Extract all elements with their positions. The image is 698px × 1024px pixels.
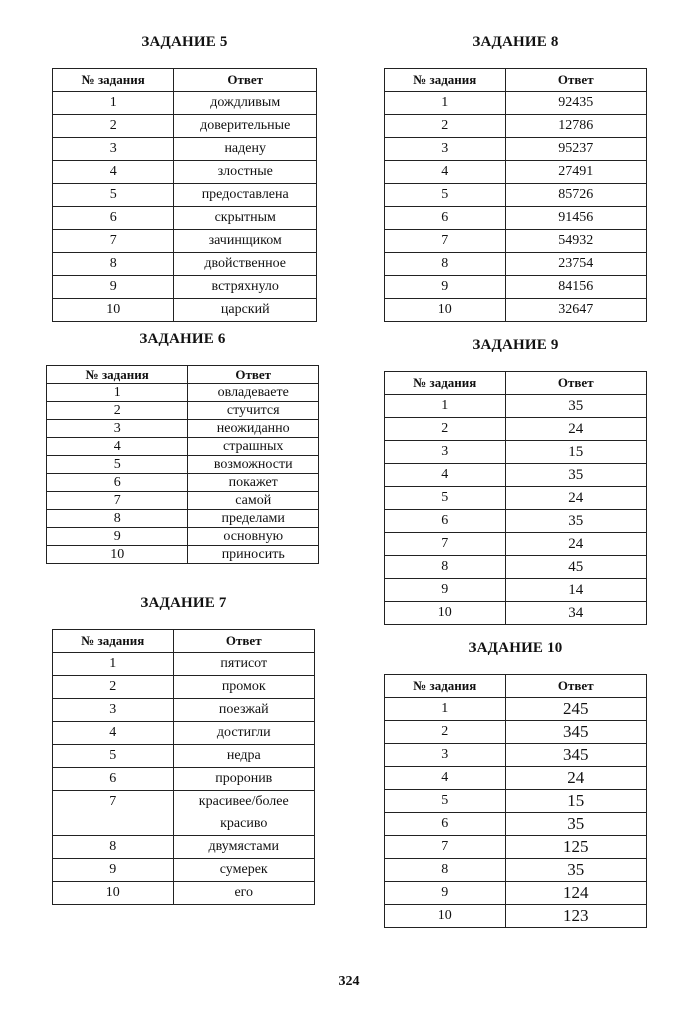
table-row (385, 744, 647, 767)
table-row (47, 456, 319, 474)
column-header-answer: Ответ (505, 675, 646, 698)
answer-cell: 92435 (505, 92, 646, 115)
answer-cell: 345 (505, 744, 646, 767)
task-number-cell: 8 (53, 253, 174, 276)
table-row (385, 882, 647, 905)
task-7-title: ЗАДАНИЕ 7 (140, 595, 227, 611)
task-number-cell: 9 (385, 882, 506, 905)
answer-cell: овладеваете (188, 384, 319, 402)
task-8-block (384, 34, 647, 322)
answer-cell: возможности (188, 456, 319, 474)
answer-cell: 23754 (505, 253, 646, 276)
task-number-cell: 9 (53, 276, 174, 299)
table-row (53, 207, 317, 230)
table-row (385, 510, 647, 533)
task-9-block (384, 337, 647, 625)
table-row (385, 721, 647, 744)
table-row (47, 474, 319, 492)
task-9-title: ЗАДАНИЕ 9 (472, 337, 559, 353)
task-number-cell: 3 (53, 699, 174, 722)
answer-cell: 125 (505, 836, 646, 859)
table-row (385, 487, 647, 510)
table-row (385, 138, 647, 161)
task-5-block (52, 34, 317, 322)
answer-cell: 245 (505, 698, 646, 721)
table-row (385, 859, 647, 882)
answer-cell: доверительные (174, 115, 317, 138)
column-header-answer: Ответ (174, 69, 317, 92)
table-row (385, 207, 647, 230)
task-number-cell: 4 (53, 722, 174, 745)
answer-cell: зачинщиком (174, 230, 317, 253)
answer-cell: сумерек (173, 859, 314, 882)
answer-cell: 123 (505, 905, 646, 928)
answer-cell: 35 (505, 464, 646, 487)
task-number-cell: 6 (53, 768, 174, 791)
answer-cell: 32647 (505, 299, 646, 322)
table-row (385, 230, 647, 253)
table-row (53, 161, 317, 184)
task-number-cell: 10 (385, 299, 506, 322)
answer-cell: 15 (505, 790, 646, 813)
task-number-cell: 10 (47, 546, 188, 564)
task-number-cell: 10 (385, 905, 506, 928)
task-number-cell: 5 (47, 456, 188, 474)
task-6-title: ЗАДАНИЕ 6 (139, 331, 226, 347)
answer-cell: 84156 (505, 276, 646, 299)
answer-cell: 27491 (505, 161, 646, 184)
table-row (385, 161, 647, 184)
table-row (53, 115, 317, 138)
task-number-cell: 3 (47, 420, 188, 438)
answer-cell: 12786 (505, 115, 646, 138)
answer-cell: недра (173, 745, 314, 768)
answer-cell: злостные (174, 161, 317, 184)
task-number-cell: 1 (385, 698, 506, 721)
table-row (47, 384, 319, 402)
table-row (385, 418, 647, 441)
task-6-answer-table (46, 365, 319, 564)
answer-cell: самой (188, 492, 319, 510)
table-row (53, 791, 315, 836)
answer-cell: достигли (173, 722, 314, 745)
task-number-cell: 1 (53, 653, 174, 676)
answer-cell: красивее/более красиво (173, 791, 314, 836)
table-row (47, 546, 319, 564)
answer-cell: 24 (505, 418, 646, 441)
table-row (385, 395, 647, 418)
task-8-answer-table (384, 68, 647, 322)
column-header-number: № задания (385, 69, 506, 92)
answer-cell: 24 (505, 767, 646, 790)
column-header-number: № задания (385, 675, 506, 698)
task-number-cell: 5 (385, 487, 506, 510)
table-header-row (53, 630, 315, 653)
task-number-cell: 1 (385, 395, 506, 418)
table-row (53, 276, 317, 299)
task-number-cell: 9 (53, 859, 174, 882)
table-row (385, 299, 647, 322)
task-number-cell: 3 (385, 138, 506, 161)
table-row (47, 492, 319, 510)
table-row (385, 276, 647, 299)
answer-cell: 95237 (505, 138, 646, 161)
table-row (53, 699, 315, 722)
task-number-cell: 3 (53, 138, 174, 161)
task-number-cell: 2 (385, 418, 506, 441)
task-number-cell: 7 (53, 230, 174, 253)
table-row (385, 698, 647, 721)
task-number-cell: 2 (385, 721, 506, 744)
answer-cell: 24 (505, 487, 646, 510)
answer-cell: 45 (505, 556, 646, 579)
task-number-cell: 7 (53, 791, 174, 836)
column-header-answer: Ответ (188, 366, 319, 384)
table-row (385, 556, 647, 579)
answer-cell: его (173, 882, 314, 905)
table-row (53, 676, 315, 699)
task-9-answer-table (384, 371, 647, 625)
answer-cell: царский (174, 299, 317, 322)
answer-cell: 24 (505, 533, 646, 556)
answer-cell: приносить (188, 546, 319, 564)
answer-cell: 85726 (505, 184, 646, 207)
task-5-answer-table (52, 68, 317, 322)
answer-cell: 91456 (505, 207, 646, 230)
task-number-cell: 4 (385, 464, 506, 487)
table-row (53, 184, 317, 207)
task-number-cell: 1 (53, 92, 174, 115)
task-number-cell: 6 (385, 510, 506, 533)
table-row (385, 533, 647, 556)
task-number-cell: 9 (385, 579, 506, 602)
task-10-block (384, 640, 647, 928)
task-number-cell: 7 (385, 533, 506, 556)
table-row (53, 92, 317, 115)
table-row (53, 859, 315, 882)
task-10-title: ЗАДАНИЕ 10 (468, 640, 563, 656)
task-number-cell: 4 (53, 161, 174, 184)
table-header-row (385, 675, 647, 698)
task-number-cell: 4 (385, 767, 506, 790)
task-number-cell: 5 (53, 184, 174, 207)
task-number-cell: 2 (385, 115, 506, 138)
task-number-cell: 2 (53, 115, 174, 138)
task-number-cell: 5 (53, 745, 174, 768)
answer-cell: встряхнуло (174, 276, 317, 299)
task-number-cell: 3 (385, 744, 506, 767)
task-number-cell: 3 (385, 441, 506, 464)
table-row (385, 115, 647, 138)
answer-cell: предоставлена (174, 184, 317, 207)
task-number-cell: 2 (53, 676, 174, 699)
task-number-cell: 8 (385, 556, 506, 579)
column-header-number: № задания (53, 630, 174, 653)
task-number-cell: 6 (47, 474, 188, 492)
table-row (53, 230, 317, 253)
answer-cell: 35 (505, 395, 646, 418)
task-number-cell: 6 (385, 207, 506, 230)
task-number-cell: 4 (385, 161, 506, 184)
task-number-cell: 9 (47, 528, 188, 546)
task-number-cell: 10 (53, 882, 174, 905)
task-number-cell: 1 (385, 92, 506, 115)
answer-cell: дождливым (174, 92, 317, 115)
column-header-answer: Ответ (173, 630, 314, 653)
answer-cell: двумястами (173, 836, 314, 859)
task-6-block (46, 331, 319, 564)
task-10-answer-table (384, 674, 647, 928)
answer-cell: 35 (505, 510, 646, 533)
task-number-cell: 4 (47, 438, 188, 456)
task-number-cell: 9 (385, 276, 506, 299)
task-number-cell: 2 (47, 402, 188, 420)
answer-cell: основную (188, 528, 319, 546)
table-row (47, 438, 319, 456)
table-row (385, 602, 647, 625)
answer-cell: 345 (505, 721, 646, 744)
answer-cell: стучится (188, 402, 319, 420)
answer-cell: пятисот (173, 653, 314, 676)
column-header-number: № задания (385, 372, 506, 395)
table-row (47, 528, 319, 546)
task-number-cell: 5 (385, 790, 506, 813)
table-header-row (53, 69, 317, 92)
table-row (53, 299, 317, 322)
table-row (53, 745, 315, 768)
task-number-cell: 1 (47, 384, 188, 402)
task-number-cell: 6 (53, 207, 174, 230)
task-number-cell: 10 (53, 299, 174, 322)
table-row (385, 441, 647, 464)
table-row (47, 510, 319, 528)
task-7-block (52, 595, 315, 905)
answer-cell: 124 (505, 882, 646, 905)
table-row (53, 653, 315, 676)
task-7-answer-table (52, 629, 315, 905)
table-row (53, 836, 315, 859)
table-row (53, 722, 315, 745)
column-header-number: № задания (47, 366, 188, 384)
answer-cell: 15 (505, 441, 646, 464)
column-header-number: № задания (53, 69, 174, 92)
task-number-cell: 7 (385, 230, 506, 253)
task-number-cell: 8 (385, 859, 506, 882)
answer-cell: 14 (505, 579, 646, 602)
task-number-cell: 5 (385, 184, 506, 207)
answer-cell: промок (173, 676, 314, 699)
task-number-cell: 7 (47, 492, 188, 510)
task-number-cell: 8 (53, 836, 174, 859)
task-8-title: ЗАДАНИЕ 8 (472, 34, 559, 50)
answer-cell: страшных (188, 438, 319, 456)
answer-cell: двойственное (174, 253, 317, 276)
task-number-cell: 8 (47, 510, 188, 528)
table-row (385, 184, 647, 207)
table-row (385, 92, 647, 115)
answer-cell: 35 (505, 813, 646, 836)
table-row (53, 768, 315, 791)
table-row (53, 882, 315, 905)
answer-cell: скрытным (174, 207, 317, 230)
table-row (53, 138, 317, 161)
table-row (53, 253, 317, 276)
table-row (385, 253, 647, 276)
answer-cell: надену (174, 138, 317, 161)
table-header-row (385, 372, 647, 395)
table-header-row (47, 366, 319, 384)
answer-cell: 35 (505, 859, 646, 882)
table-row (385, 836, 647, 859)
column-header-answer: Ответ (505, 372, 646, 395)
answer-cell: 34 (505, 602, 646, 625)
task-number-cell: 8 (385, 253, 506, 276)
table-row (385, 767, 647, 790)
column-header-answer: Ответ (505, 69, 646, 92)
answer-cell: неожиданно (188, 420, 319, 438)
answer-cell: 54932 (505, 230, 646, 253)
answer-cell: покажет (188, 474, 319, 492)
answer-cell: пределами (188, 510, 319, 528)
table-row (385, 790, 647, 813)
table-row (385, 464, 647, 487)
task-number-cell: 10 (385, 602, 506, 625)
table-header-row (385, 69, 647, 92)
task-5-title: ЗАДАНИЕ 5 (141, 34, 228, 50)
table-row (385, 579, 647, 602)
page-number: 324 (338, 974, 360, 989)
answer-cell: проронив (173, 768, 314, 791)
answer-cell: поезжай (173, 699, 314, 722)
table-row (385, 905, 647, 928)
table-row (385, 813, 647, 836)
table-row (47, 402, 319, 420)
task-number-cell: 6 (385, 813, 506, 836)
task-number-cell: 7 (385, 836, 506, 859)
table-row (47, 420, 319, 438)
